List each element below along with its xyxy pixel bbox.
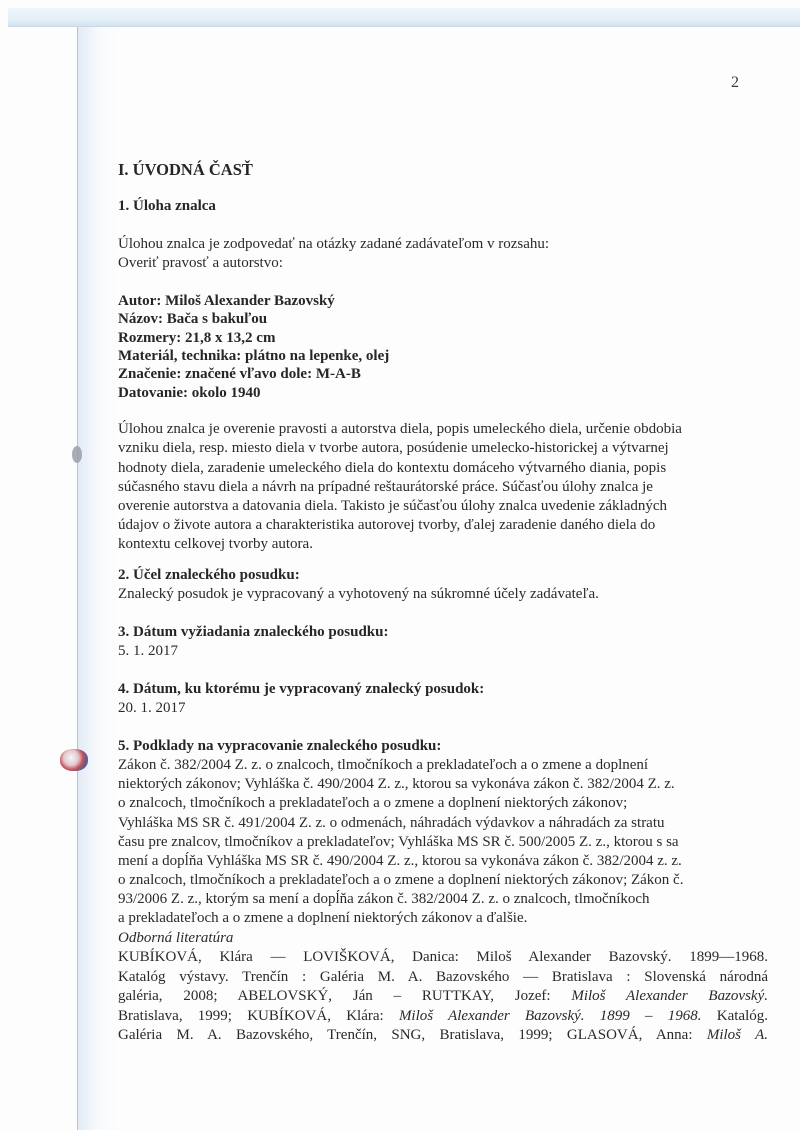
s1-paragraph-line: kontextu celkovej tvorby autora.: [118, 536, 313, 552]
s5-line: mení a dopĺňa Vyhláška MS SR č. 490/2004 Z. z., ktorou sa vykonáva zákon č. 382/2004 z. z.: [118, 853, 682, 869]
scan-shadow: [78, 27, 118, 1130]
literature-text: Galéria M. A. Bazovského, Trenčín, SNG, Bratislava, 1999; GLASOVÁ, Anna:: [118, 1027, 707, 1043]
literature-line: [118, 987, 768, 1006]
literature-book-title: Miloš A.: [706, 1027, 768, 1043]
s2-title: 2. Účel znaleckého posudku:: [118, 567, 300, 583]
s1-paragraph-line: súčasného stavu diela a návrh na prípadné reštaurátorské práce. Súčasťou úlohy znalca je: [118, 479, 653, 495]
literature-line: KUBÍKOVÁ, Klára — LOVIŠKOVÁ, Danica: Miloš Alexander Bazovský. 1899—1968.: [118, 949, 768, 965]
s5-line: o znalcoch, tlmočníkoch a prekladateľoch a o zmene a doplnení niektorých zákonov;: [118, 795, 628, 811]
fact-author: Autor: Miloš Alexander Bazovský: [118, 293, 335, 309]
staple-mark: [60, 749, 88, 771]
literature-title: Odborná literatúra: [118, 930, 234, 946]
literature-text: galéria, 2008; ABELOVSKÝ, Ján – RUTTKAY, Jozef:: [118, 988, 572, 1004]
s5-line: Vyhláška MS SR č. 491/2004 Z. z. o odmenách, náhradách výdavkov a náhradách za stratu: [118, 815, 665, 831]
literature-line: [118, 1007, 768, 1026]
s4-date: 20. 1. 2017: [118, 700, 186, 716]
s5-line: niektorých zákonov; Vyhláška č. 490/2004 Z. z., ktorou sa vykonáva zákon č. 382/2004 Z. z.: [118, 776, 675, 792]
literature-text: Bratislava, 1999; KUBÍKOVÁ, Klára:: [118, 1008, 399, 1024]
literature-book-title: Miloš Alexander Bazovský. 1899 – 1968.: [398, 1008, 702, 1024]
page-number: 2: [731, 74, 739, 91]
s5-line: Zákon č. 382/2004 Z. z. o znalcoch, tlmočníkoch a prekladateľoch a o zmene a doplnení: [118, 757, 649, 773]
s1-intro-line: Úlohou znalca je zodpovedať na otázky zadané zadávateľom v rozsahu:: [118, 236, 550, 252]
scan-edge-band: [8, 8, 800, 27]
literature-line: [118, 1026, 768, 1045]
s1-paragraph-line: hodnoty diela, zaradenie umeleckého diela do kontextu domáceho výtvarného diania, popis: [118, 460, 667, 476]
s5-line: a prekladateľoch a o zmene a doplnení niektorých zákonov a ďalšie.: [118, 910, 528, 926]
s5-title: 5. Podklady na vypracovanie znaleckého posudku:: [118, 738, 442, 754]
s2-text: Znalecký posudok je vypracovaný a vyhotovený na súkromné účely zadávateľa.: [118, 586, 599, 602]
s3-date: 5. 1. 2017: [118, 643, 178, 659]
literature-book-title: Miloš Alexander Bazovský.: [571, 988, 768, 1004]
literature-text: Katalóg.: [701, 1008, 768, 1024]
fact-dimensions: Rozmery: 21,8 x 13,2 cm: [118, 330, 276, 346]
s1-paragraph-line: Úlohou znalca je overenie pravosti a autorstva diela, popis umeleckého diela, určenie obdobia: [118, 421, 682, 437]
s1-paragraph-line: vzniku diela, resp. miesto diela v tvorbe autora, posúdenie umelecko-historickej a výtvarnej: [118, 440, 669, 456]
s1-intro-line: Overiť pravosť a autorstvo:: [118, 255, 283, 271]
s4-title: 4. Dátum, ku ktorému je vypracovaný znalecký posudok:: [118, 681, 485, 697]
literature-line: Katalóg výstavy. Trenčín : Galéria M. A. Bazovského — Bratislava : Slovenská národná: [118, 969, 768, 985]
fact-material: Materiál, technika: plátno na lepenke, olej: [118, 348, 390, 364]
s5-line: 93/2006 Z. z., ktorým sa mení a dopĺňa zákon č. 382/2004 Z. z. o znalcoch, tlmočníkoch: [118, 891, 650, 907]
s3-title: 3. Dátum vyžiadania znaleckého posudku:: [118, 624, 389, 640]
fact-dating: Datovanie: okolo 1940: [118, 385, 261, 401]
s1-paragraph-line: overenie autorstva a datovania diela. Takisto je súčasťou úlohy znalca uvedenie základných: [118, 498, 668, 514]
section-title: I. ÚVODNÁ ČASŤ: [118, 160, 253, 179]
s1-title: 1. Úloha znalca: [118, 198, 216, 214]
s5-line: času pre znalcov, tlmočníkov a prekladateľov; Vyhláška MS SR č. 500/2005 Z. z., ktorou s sa: [118, 834, 679, 850]
page-edge-line: [77, 27, 78, 1130]
s5-line: o znalcoch, tlmočníkoch a prekladateľoch a o zmene a doplnení niektorých zákonov; Zákon č.: [118, 872, 684, 888]
punch-hole-mark: [72, 446, 82, 463]
fact-signature: Značenie: značené vľavo dole: M-A-B: [118, 366, 361, 382]
s1-paragraph-line: údajov o živote autora a charakteristika autorovej tvorby, ďalej zaradenie daného diela do: [118, 517, 656, 533]
fact-title: Názov: Bača s bakuľou: [118, 311, 268, 327]
